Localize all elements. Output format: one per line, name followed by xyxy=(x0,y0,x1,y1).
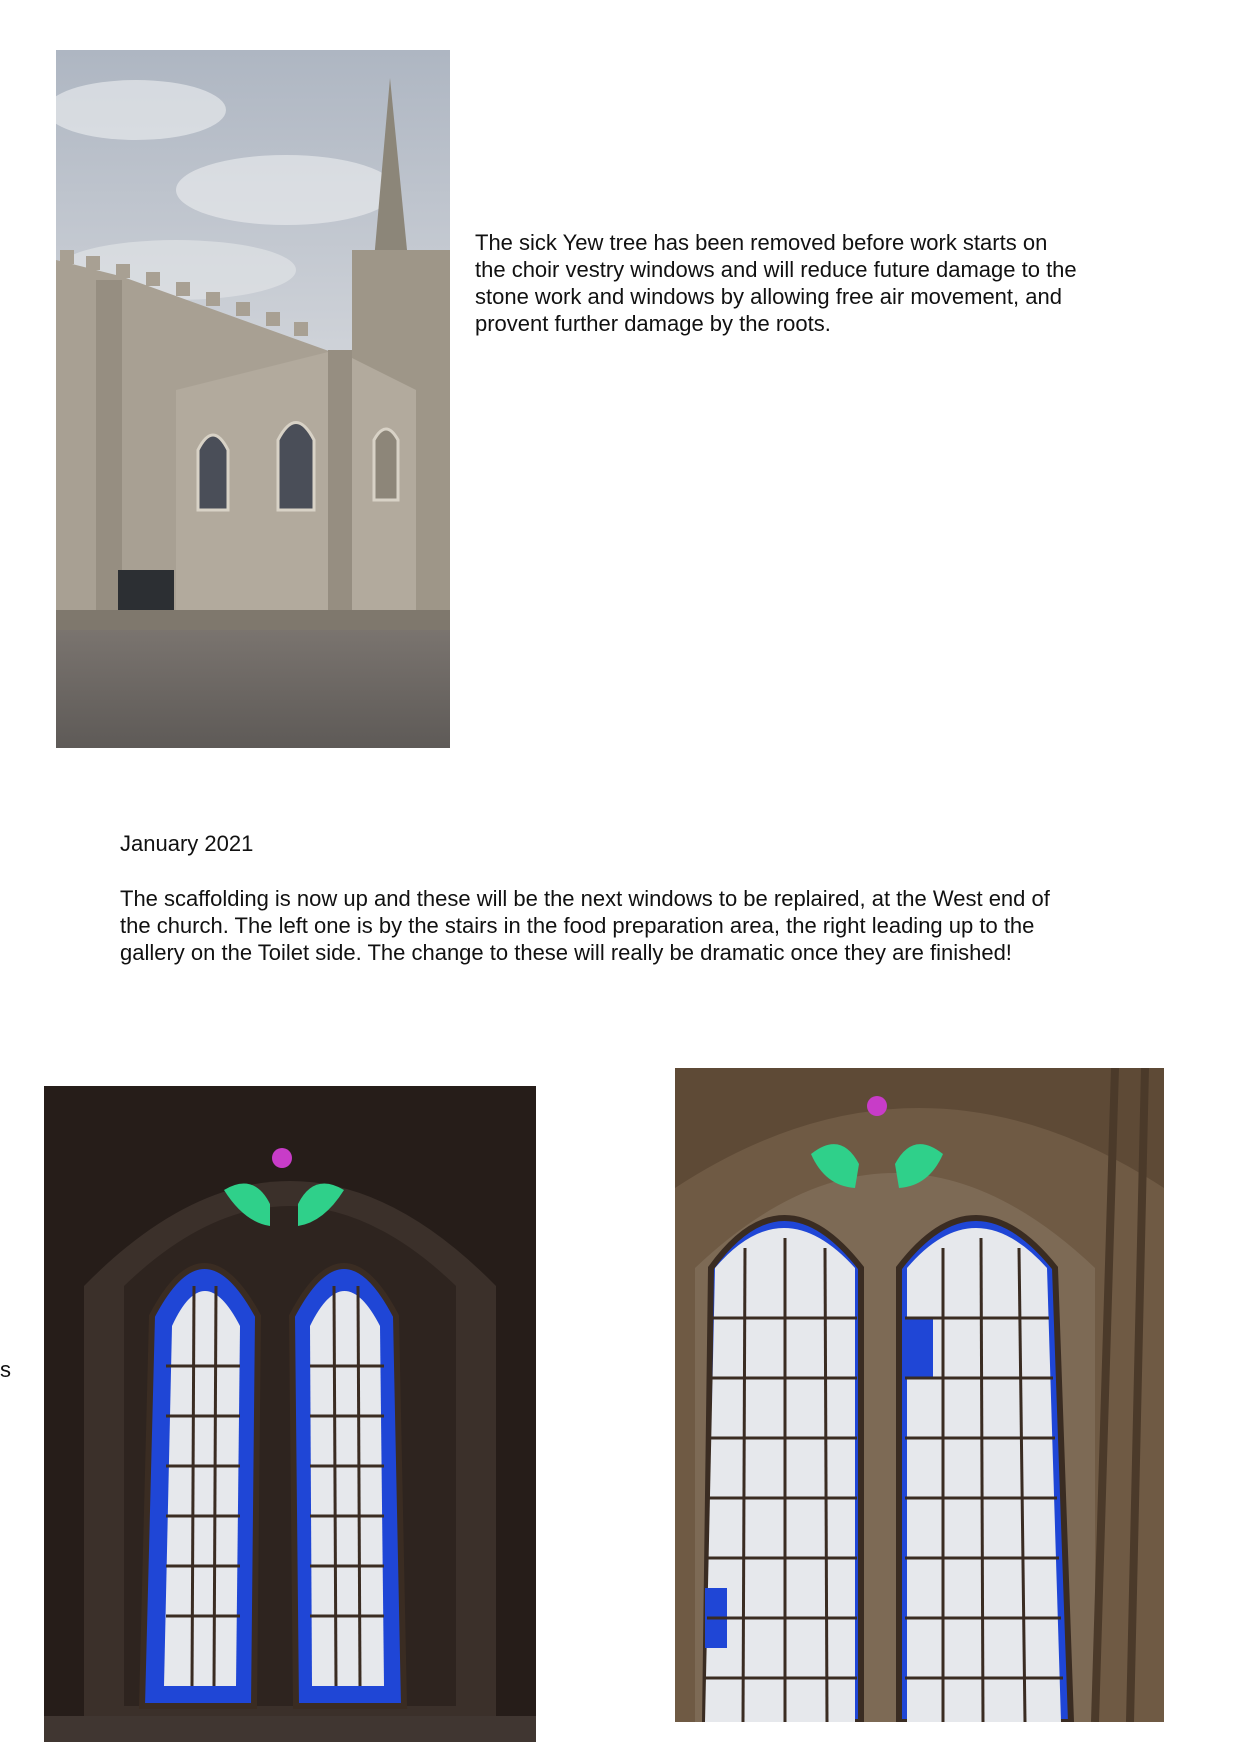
scaffolding-caption: The scaffolding is now up and these will be the next windows to be replaired, at the West end of the church. The left one is by the stairs in the food preparation area, the right leading up to the gallery on the Toilet side. The change to these will really be dramatic once they are finished! xyxy=(120,886,1050,965)
edge-text-fragment: s xyxy=(0,1357,11,1382)
yew-tree-caption: The sick Yew tree has been removed before work starts on the choir vestry windows and will reduce future damage to the stone work and windows by allowing free air movement, and provent further damage by the roots. xyxy=(475,230,1077,336)
west-window-right-photo xyxy=(675,1068,1164,1722)
west-window-left-photo xyxy=(44,1086,536,1742)
church-exterior-photo xyxy=(56,50,450,748)
date-heading: January 2021 xyxy=(120,831,254,856)
